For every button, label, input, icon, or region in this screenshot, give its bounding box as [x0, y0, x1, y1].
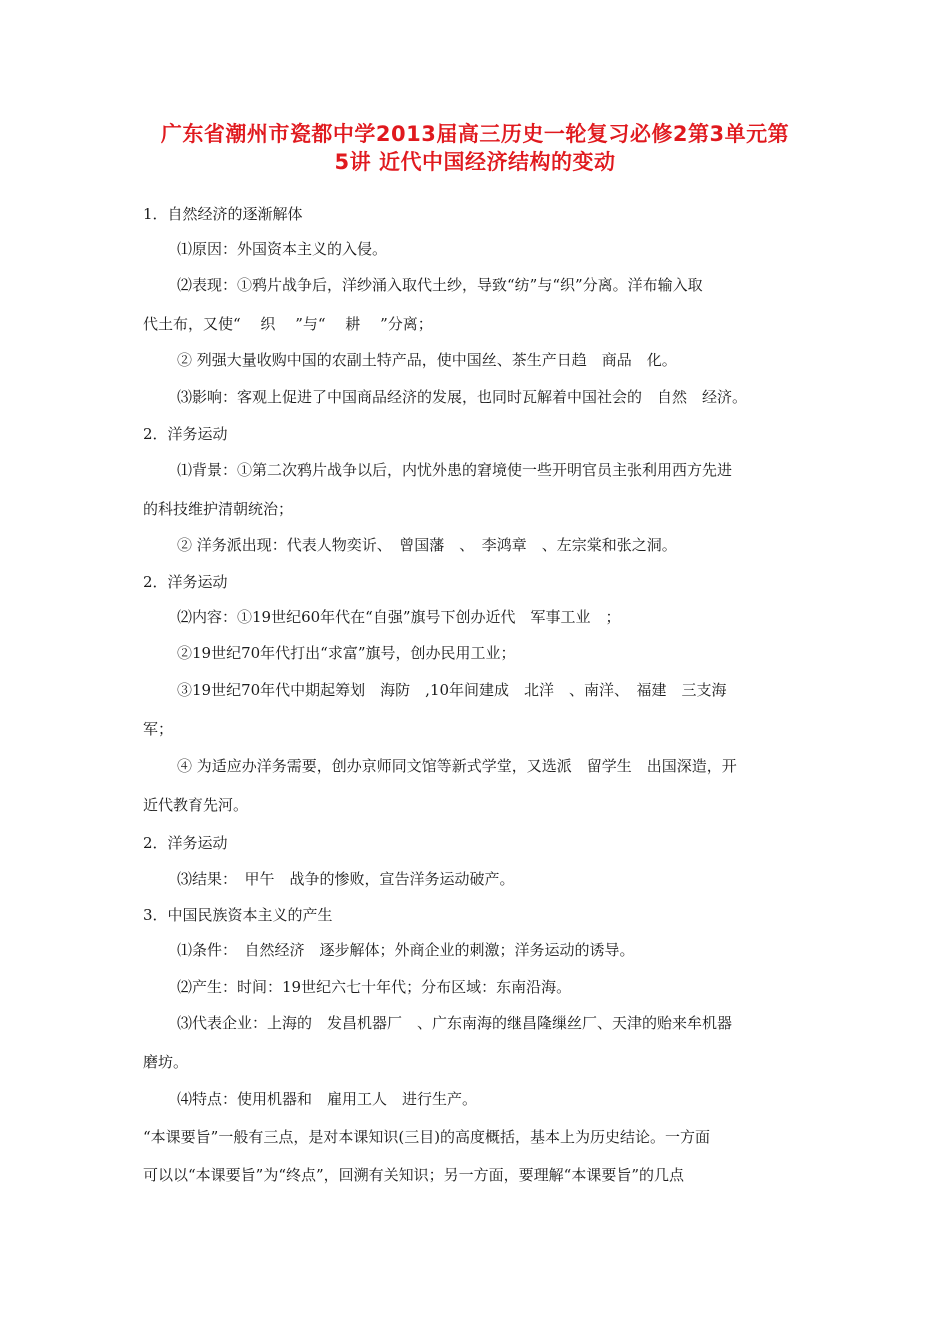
text-line: 的科技维护清朝统治； — [143, 500, 294, 518]
section-heading: 2．洋务运动 — [143, 573, 228, 591]
text-line: 磨坊。 — [143, 1053, 189, 1071]
document-title — [140, 120, 810, 176]
text-line: ②19世纪70年代打出“求富”旗号，创办民用工业； — [177, 644, 516, 662]
text-line: ② 洋务派出现：代表人物奕䜣、 曾国藩 、 李鸿章 、左宗棠和张之洞。 — [177, 536, 677, 554]
text-line: ⑵内容：①19世纪60年代在“自强”旗号下创办近代 军事工业 ； — [177, 608, 621, 626]
text-line: ⑵表现：①鸦片战争后，洋纱涌入取代土纱，导致“纺”与“织”分离。洋布输入取 — [177, 276, 703, 294]
text-line: ⑶结果： 甲午 战争的惨败，宣告洋务运动破产。 — [177, 870, 515, 888]
section-heading: 1．自然经济的逐渐解体 — [143, 205, 303, 223]
text-line: ⑶代表企业：上海的 发昌机器厂 、广东南海的继昌隆缫丝厂、天津的贻来牟机器 — [177, 1014, 733, 1032]
section-heading: 2．洋务运动 — [143, 834, 228, 852]
text-line: ④ 为适应办洋务需要，创办京师同文馆等新式学堂，又选派 留学生 出国深造，开 — [177, 757, 737, 775]
text-line: ⑵产生：时间：19世纪六七十年代；分布区域：东南沿海。 — [177, 978, 572, 996]
title-line-1: 广东省潮州市瓷都中学2013届高三历史一轮复习必修2第3单元第 — [160, 122, 790, 146]
section-heading: 2．洋务运动 — [143, 425, 228, 443]
text-line: ⑷特点：使用机器和 雇用工人 进行生产。 — [177, 1090, 478, 1108]
text-line: ③19世纪70年代中期起筹划 海防 ,10年间建成 北洋 、南洋、 福建 三支海 — [177, 681, 727, 699]
text-line: ⑶影响：客观上促进了中国商品经济的发展，也同时瓦解着中国社会的 自然 经济。 — [177, 388, 748, 406]
text-line: ⑴原因：外国资本主义的入侵。 — [177, 240, 388, 258]
text-line: “本课要旨”一般有三点，是对本课知识(三目)的高度概括，基本上为历史结论。一方面 — [143, 1128, 711, 1146]
text-line: 代土布，又使“ 织 ”与“ 耕 ”分离； — [143, 315, 433, 333]
text-line: 近代教育先河。 — [143, 796, 249, 814]
title-line-2: 5讲 近代中国经济结构的变动 — [334, 150, 616, 174]
section-heading: 3．中国民族资本主义的产生 — [143, 906, 333, 924]
text-line: ⑴条件： 自然经济 逐步解体；外商企业的刺激；洋务运动的诱导。 — [177, 941, 635, 959]
text-line: ⑴背景：①第二次鸦片战争以后，内忧外患的窘境使一些开明官员主张利用西方先进 — [177, 461, 733, 479]
text-line: 军； — [143, 720, 174, 738]
text-line: ② 列强大量收购中国的农副土特产品，使中国丝、茶生产日趋 商品 化。 — [177, 351, 677, 369]
text-line: 可以以“本课要旨”为“终点”，回溯有关知识；另一方面，要理解“本课要旨”的几点 — [143, 1166, 685, 1184]
